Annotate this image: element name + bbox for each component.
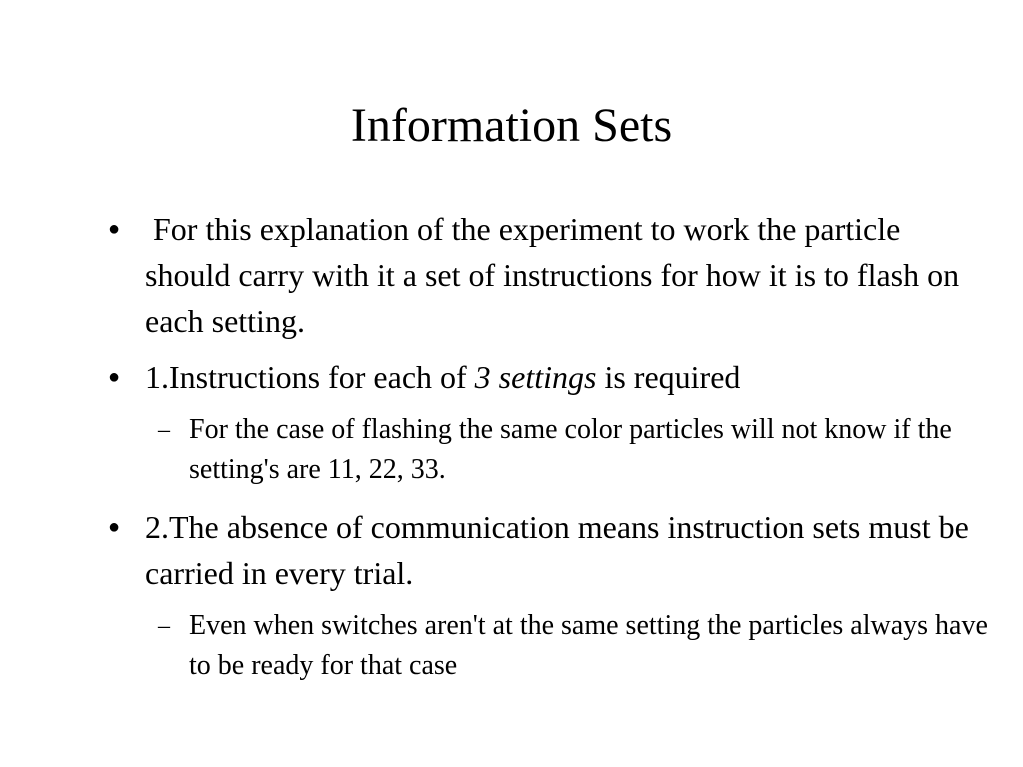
bullet-marker-icon: ● [108,218,121,240]
bullet-text-2-before: 1.Instructions for each of [145,359,475,395]
bullet-item-2 [108,354,988,400]
slide-content [108,206,988,686]
bullet-text-3: 2.The absence of communication means instruction sets must be carried in every trial. [145,509,969,591]
sub-item-1 [108,410,988,490]
sub-text-2: Even when switches aren't at the same setting the particles always have to be ready for that case [189,610,988,681]
bullet-marker-icon: ● [108,366,121,388]
slide-title: Information Sets [350,99,673,152]
bullet-text-1: For this explanation of the experiment to work the particle should carry with it a set of instructions for how it is to flash on each setting. [145,211,968,339]
bullet-text-2-after: is required [596,359,741,395]
bullet-marker-icon: ● [108,516,121,538]
bullet-item-1 [108,206,988,344]
sub-text-1: For the case of flashing the same color particles will not know if the setting's are 11, 22, 33. [189,414,952,485]
sub-item-2 [108,606,988,686]
dash-marker-icon: – [158,613,170,639]
bullet-text-2-italic: 3 settings [474,359,597,395]
bullet-item-3 [108,504,988,596]
dash-marker-icon: – [158,417,170,443]
